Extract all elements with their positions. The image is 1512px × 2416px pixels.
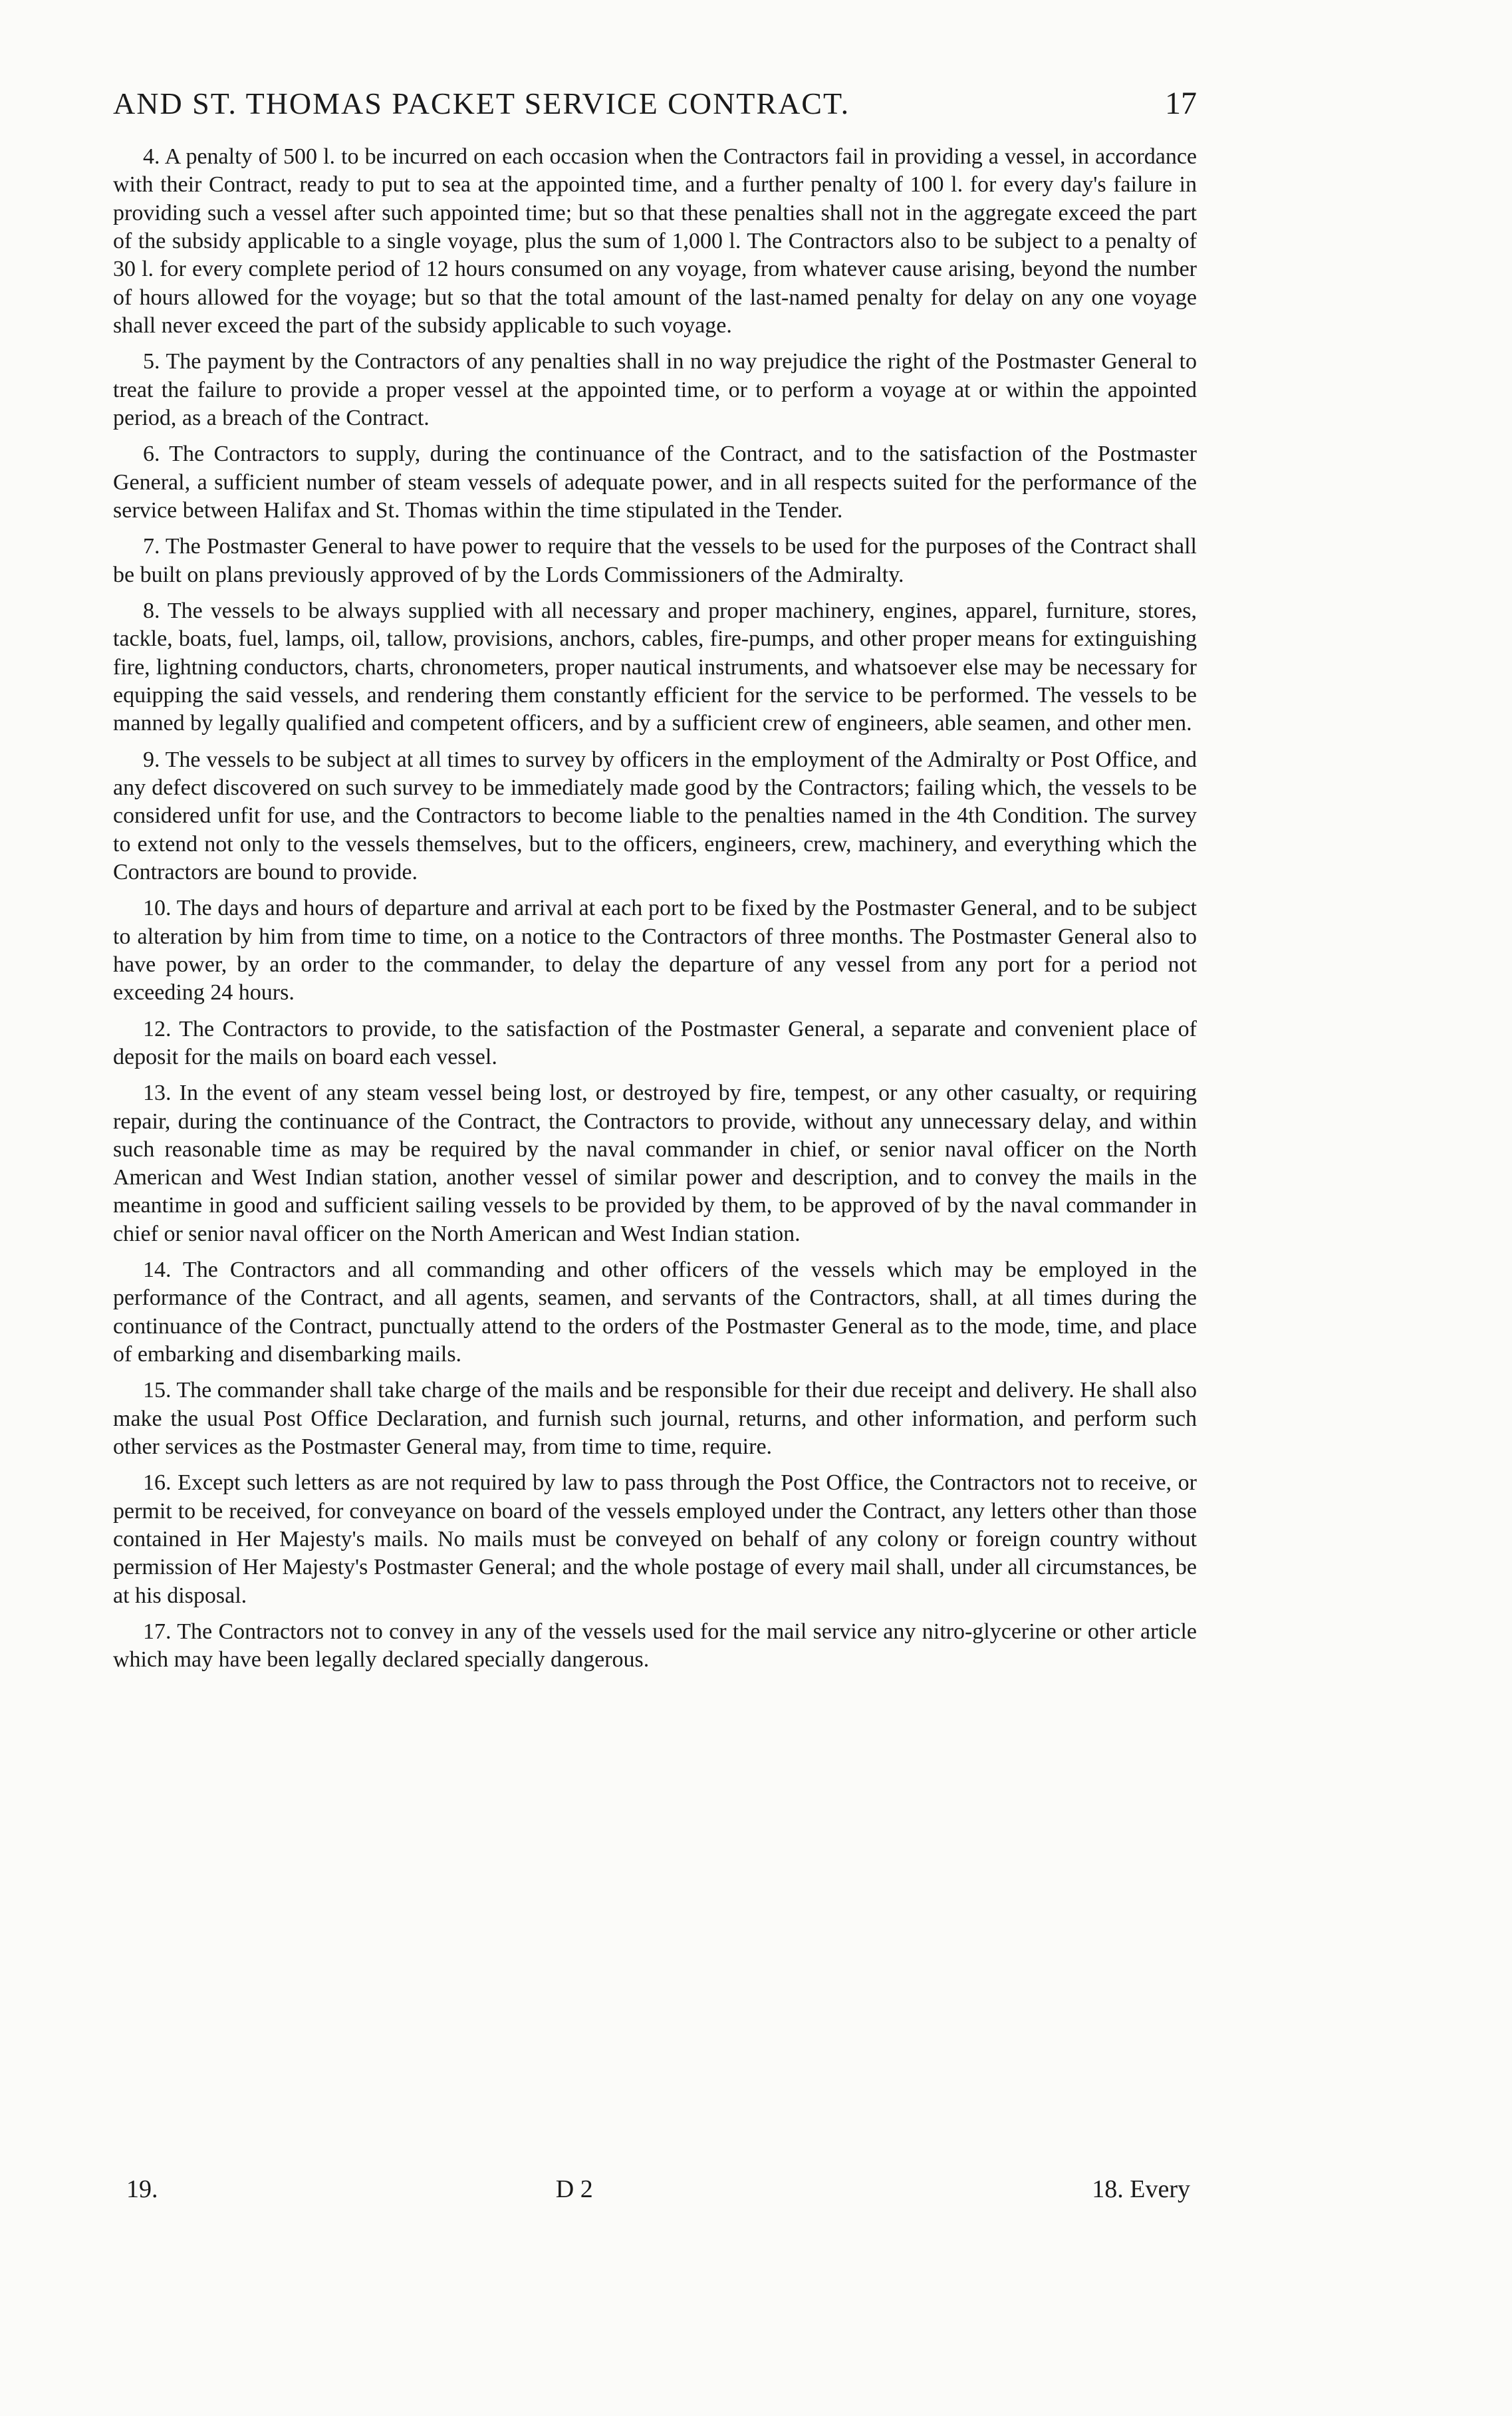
- running-title: AND ST. THOMAS PACKET SERVICE CONTRACT.: [113, 86, 850, 120]
- running-header: [113, 85, 1197, 122]
- page-number: 17: [1165, 86, 1197, 121]
- footer-number: 19.: [126, 2175, 158, 2203]
- signature-mark: D 2: [555, 2175, 593, 2203]
- condition-7: 7. The Postmaster General to have power to require that the vessels to be used for the purposes of the Contract shall be built on plans previously approved of by the Lords Commissioners of the Admiralty.: [113, 534, 1197, 587]
- condition-17: 17. The Contractors not to convey in any of the vessels used for the mail service any nitro-glycerine or other article which may have been legally declared specially dangerous.: [113, 1619, 1197, 1673]
- page-footer: [126, 2175, 1190, 2204]
- condition-8: 8. The vessels to be always supplied with all necessary and proper machinery, engines, apparel, furniture, stores, tackle, boats, fuel, lamps, oil, tallow, provisions, anchors, cables, fire-pumps, and other proper means for extinguishing fire, lightning conductors, charts, chronometers, proper nautical instruments, and whatsoever else may be necessary for equipping the said vessels, and rendering them constantly efficient for the service to be performed. The vessels to be manned by legally qualified and competent officers, and by a sufficient crew of engineers, able seamen, and other men.: [113, 598, 1197, 736]
- catchword: 18. Every: [1092, 2175, 1190, 2203]
- condition-15: 15. The commander shall take charge of the mails and be responsible for their due receipt and delivery. He shall also make the usual Post Office Declaration, and furnish such journal, returns, and other information, and perform such other services as the Postmaster General may, from time to time, require.: [113, 1378, 1197, 1460]
- condition-10: 10. The days and hours of departure and arrival at each port to be fixed by the Postmaster General, and to be subject to alteration by him from time to time, on a notice to the Contractors of three months. The Postmaster General also to have power, by an order to the commander, to delay the departure of any vessel from any port for a period not exceeding 24 hours.: [113, 896, 1197, 1006]
- condition-9: 9. The vessels to be subject at all times to survey by officers in the employment of the Admiralty or Post Office, and any defect discovered on such survey to be immediately made good by the Contractors; failing which, the vessels to be considered unfit for use, and the Contractors to become liable to the penalties named in the 4th Condition. The survey to extend not only to the vessels themselves, but to the officers, engineers, crew, machinery, and everything which the Contractors are bound to provide.: [113, 747, 1197, 884]
- condition-6: 6. The Contractors to supply, during the continuance of the Contract, and to the satisfaction of the Postmaster General, a sufficient number of steam vessels of adequate power, and in all respects suited for the performance of the service between Halifax and St. Thomas within the time stipulated in the Tender.: [113, 442, 1197, 523]
- condition-12: 12. The Contractors to provide, to the satisfaction of the Postmaster General, a separate and convenient place of deposit for the mails on board each vessel.: [113, 1016, 1197, 1069]
- condition-4: 4. A penalty of 500 l. to be incurred on each occasion when the Contractors fail in providing a vessel, in accordance with their Contract, ready to put to sea at the appointed time, and a further penalty of 100 l. for every day's failure in providing such a vessel after such appointed time; but so that these penalties shall not in the aggregate exceed the part of the subsidy applicable to a single voyage, plus the sum of 1,000 l. The Contractors also to be subject to a penalty of 30 l. for every complete period of 12 hours consumed on any voyage, from whatever cause arising, beyond the number of hours allowed for the voyage; but so that the total amount of the last-named penalty for delay on any one voyage shall never exceed the part of the subsidy applicable to such voyage.: [113, 144, 1197, 338]
- contract-conditions: [113, 143, 1197, 1682]
- condition-13: 13. In the event of any steam vessel being lost, or destroyed by fire, tempest, or any other casualty, or requiring repair, during the continuance of the Contract, the Contractors to provide, without any unnecessary delay, and within such reasonable time as may be required by the naval commander in chief, or senior naval officer on the North American and West Indian station, another vessel of similar power and description, and to convey the mails in the meantime in good and sufficient sailing vessels to be provided by them, to be approved of by the naval commander in chief or senior naval officer on the North American and West Indian station.: [113, 1081, 1197, 1246]
- condition-14: 14. The Contractors and all commanding and other officers of the vessels which may be employed in the performance of the Contract, and all agents, seamen, and servants of the Contractors, shall, at all times during the continuance of the Contract, punctually attend to the orders of the Postmaster General as to the mode, time, and place of embarking and disembarking mails.: [113, 1258, 1197, 1367]
- condition-5: 5. The payment by the Contractors of any penalties shall in no way prejudice the right of the Postmaster General to treat the failure to provide a proper vessel at the appointed time, or to perform a voyage at or within the appointed period, as a breach of the Contract.: [113, 349, 1197, 430]
- condition-16: 16. Except such letters as are not required by law to pass through the Post Office, the Contractors not to receive, or permit to be received, for conveyance on board of the vessels employed under the Contract, any letters other than those contained in Her Majesty's mails. No mails must be conveyed on behalf of any colony or foreign country without permission of Her Majesty's Postmaster General; and the whole postage of every mail shall, under all circumstances, be at his disposal.: [113, 1470, 1197, 1608]
